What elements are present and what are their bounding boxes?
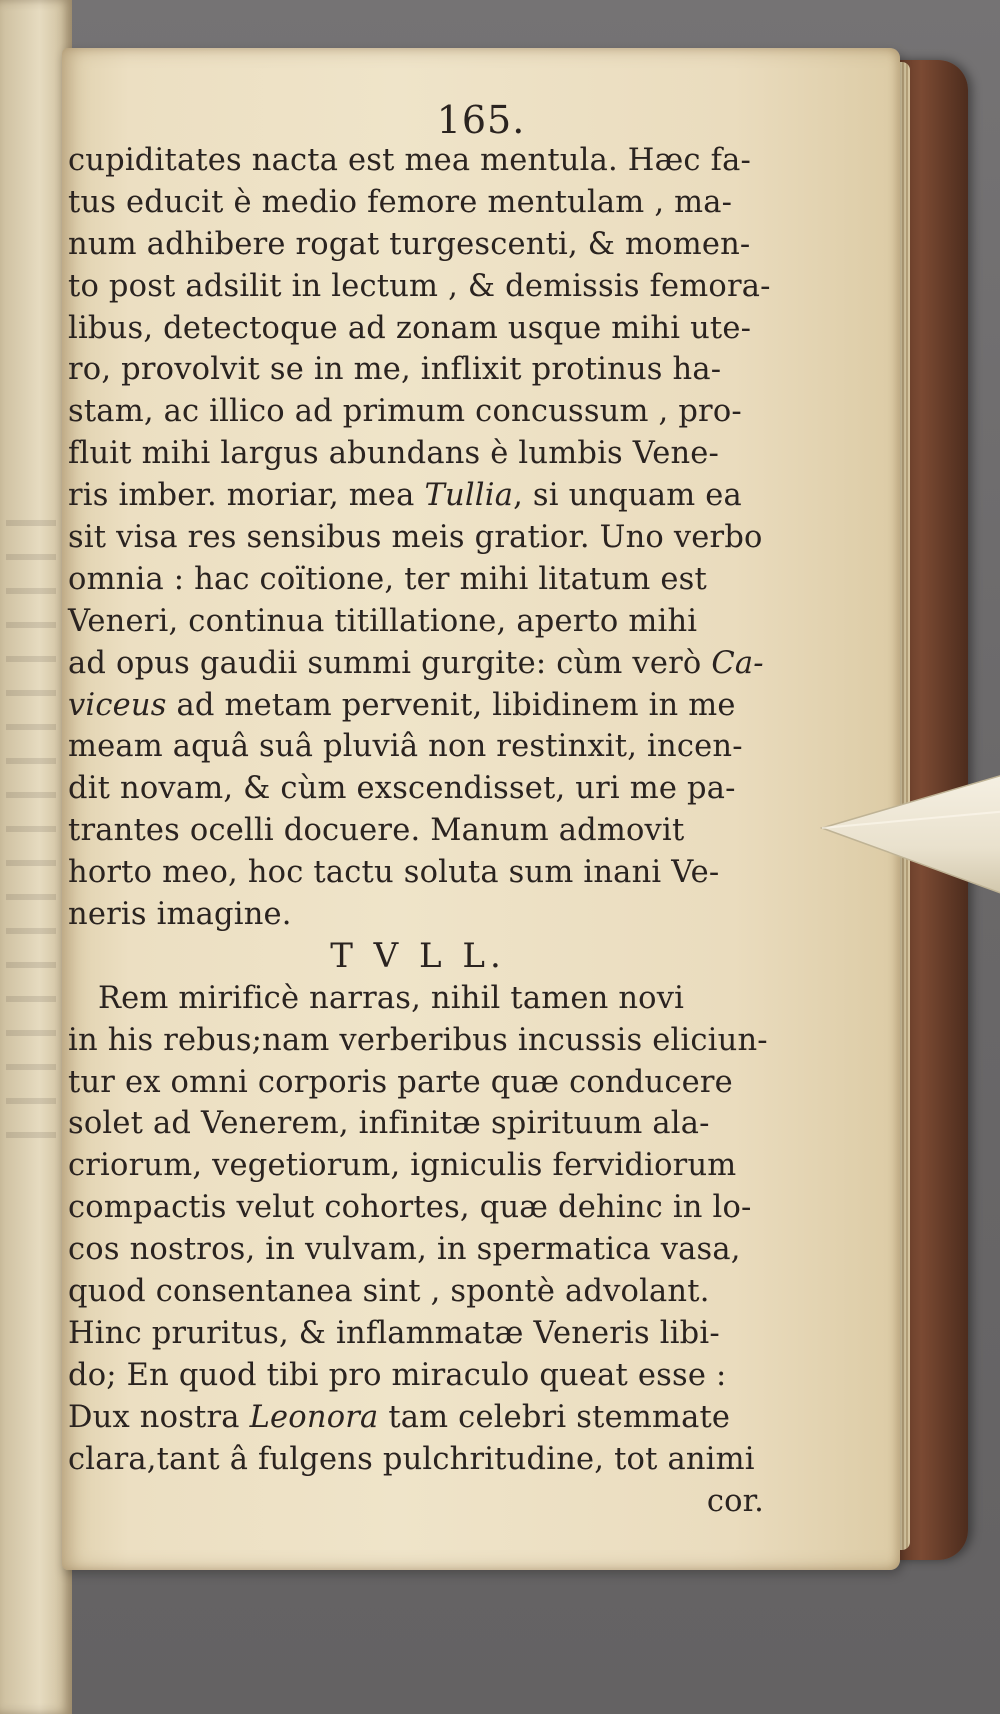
- text-line: [68, 1397, 768, 1439]
- text-line: stam, ac illico ad primum concussum , pro-: [68, 394, 742, 430]
- speaker-heading: T V L L.: [330, 935, 506, 976]
- page-number: 165.: [436, 98, 526, 142]
- page-holder-weight: [820, 770, 1000, 900]
- text-line: to post adsilit in lectum , & demissis femora-: [68, 268, 771, 304]
- text-line: num adhibere rogat turgescenti, & momen-: [68, 226, 751, 262]
- text-line: cos nostros, in vulvam, in spermatica vasa,: [68, 1232, 741, 1268]
- text-line: [68, 475, 768, 517]
- text-line: cupiditates nacta est mea mentula. Hæc fa-: [68, 143, 751, 178]
- text-line: tus educit è medio femore mentulam , ma-: [68, 184, 733, 220]
- text-line: dit novam, & cùm exscendisset, uri me pa-: [68, 771, 736, 807]
- text-line: neris imagine.: [68, 897, 292, 933]
- line-text: tam celebri stemmate: [378, 1399, 731, 1435]
- line-text: , si unquam ea: [513, 478, 742, 514]
- text-line: trantes ocelli docuere. Manum admovit: [68, 813, 685, 849]
- text-line: ro, provolvit se in me, inflixit protinus ha-: [68, 352, 722, 388]
- italic-name-caviceus-start: Ca-: [711, 645, 764, 681]
- text-line: solet ad Venerem, infinitæ spirituum ala-: [68, 1106, 710, 1142]
- line-text: ad opus gaudii summi gurgite: cùm verò: [68, 645, 712, 681]
- text-line: fluit mihi largus abundans è lumbis Vene-: [68, 436, 720, 472]
- text-line: Hinc pruritus, & inflammatæ Veneris libi-: [68, 1315, 720, 1351]
- text-line: [68, 643, 768, 685]
- italic-name-tullia: Tullia: [424, 478, 514, 514]
- text-line: omnia : hac coïtione, ter mihi litatum est: [68, 561, 707, 597]
- text-line: meam aquâ suâ pluviâ non restinxit, incen-: [68, 729, 743, 765]
- text-line: clara,tant â fulgens pulchritudine, tot animi: [68, 1441, 755, 1477]
- text-line: tur ex omni corporis parte quæ conducere: [68, 1064, 733, 1100]
- text-line: [68, 685, 768, 727]
- text-line: do; En quod tibi pro miraculo queat esse :: [68, 1357, 727, 1393]
- italic-name-leonora: Leonora: [249, 1399, 379, 1435]
- text-line: criorum, vegetiorum, igniculis fervidiorum: [68, 1148, 737, 1184]
- text-line: quod consentanea sint , spontè advolant.: [68, 1274, 710, 1310]
- body-text: [62, 140, 771, 1522]
- italic-name-caviceus-end: viceus: [68, 687, 167, 723]
- line-text: ad metam pervenit, libidinem in me: [166, 687, 736, 723]
- text-line: Rem mirificè narras, nihil tamen novi: [98, 980, 685, 1016]
- text-line: Veneri, continua titillatione, aperto mihi: [68, 603, 698, 639]
- text-line: in his rebus;nam verberibus incussis eliciun-: [68, 1022, 768, 1058]
- text-line: sit visa res sensibus meis gratior. Uno verbo: [68, 520, 763, 556]
- facing-page-text-bleed: [6, 520, 56, 1140]
- line-text: ris imber. moriar, mea: [68, 478, 425, 514]
- line-text: Dux nostra: [68, 1399, 250, 1435]
- text-line: compactis velut cohortes, quæ dehinc in lo-: [68, 1190, 752, 1226]
- text-line: libus, detectoque ad zonam usque mihi ute-: [68, 310, 752, 346]
- catchword: cor.: [706, 1483, 764, 1519]
- text-line: horto meo, hoc tactu soluta sum inani Ve-: [68, 855, 720, 891]
- book-page: [62, 48, 900, 1570]
